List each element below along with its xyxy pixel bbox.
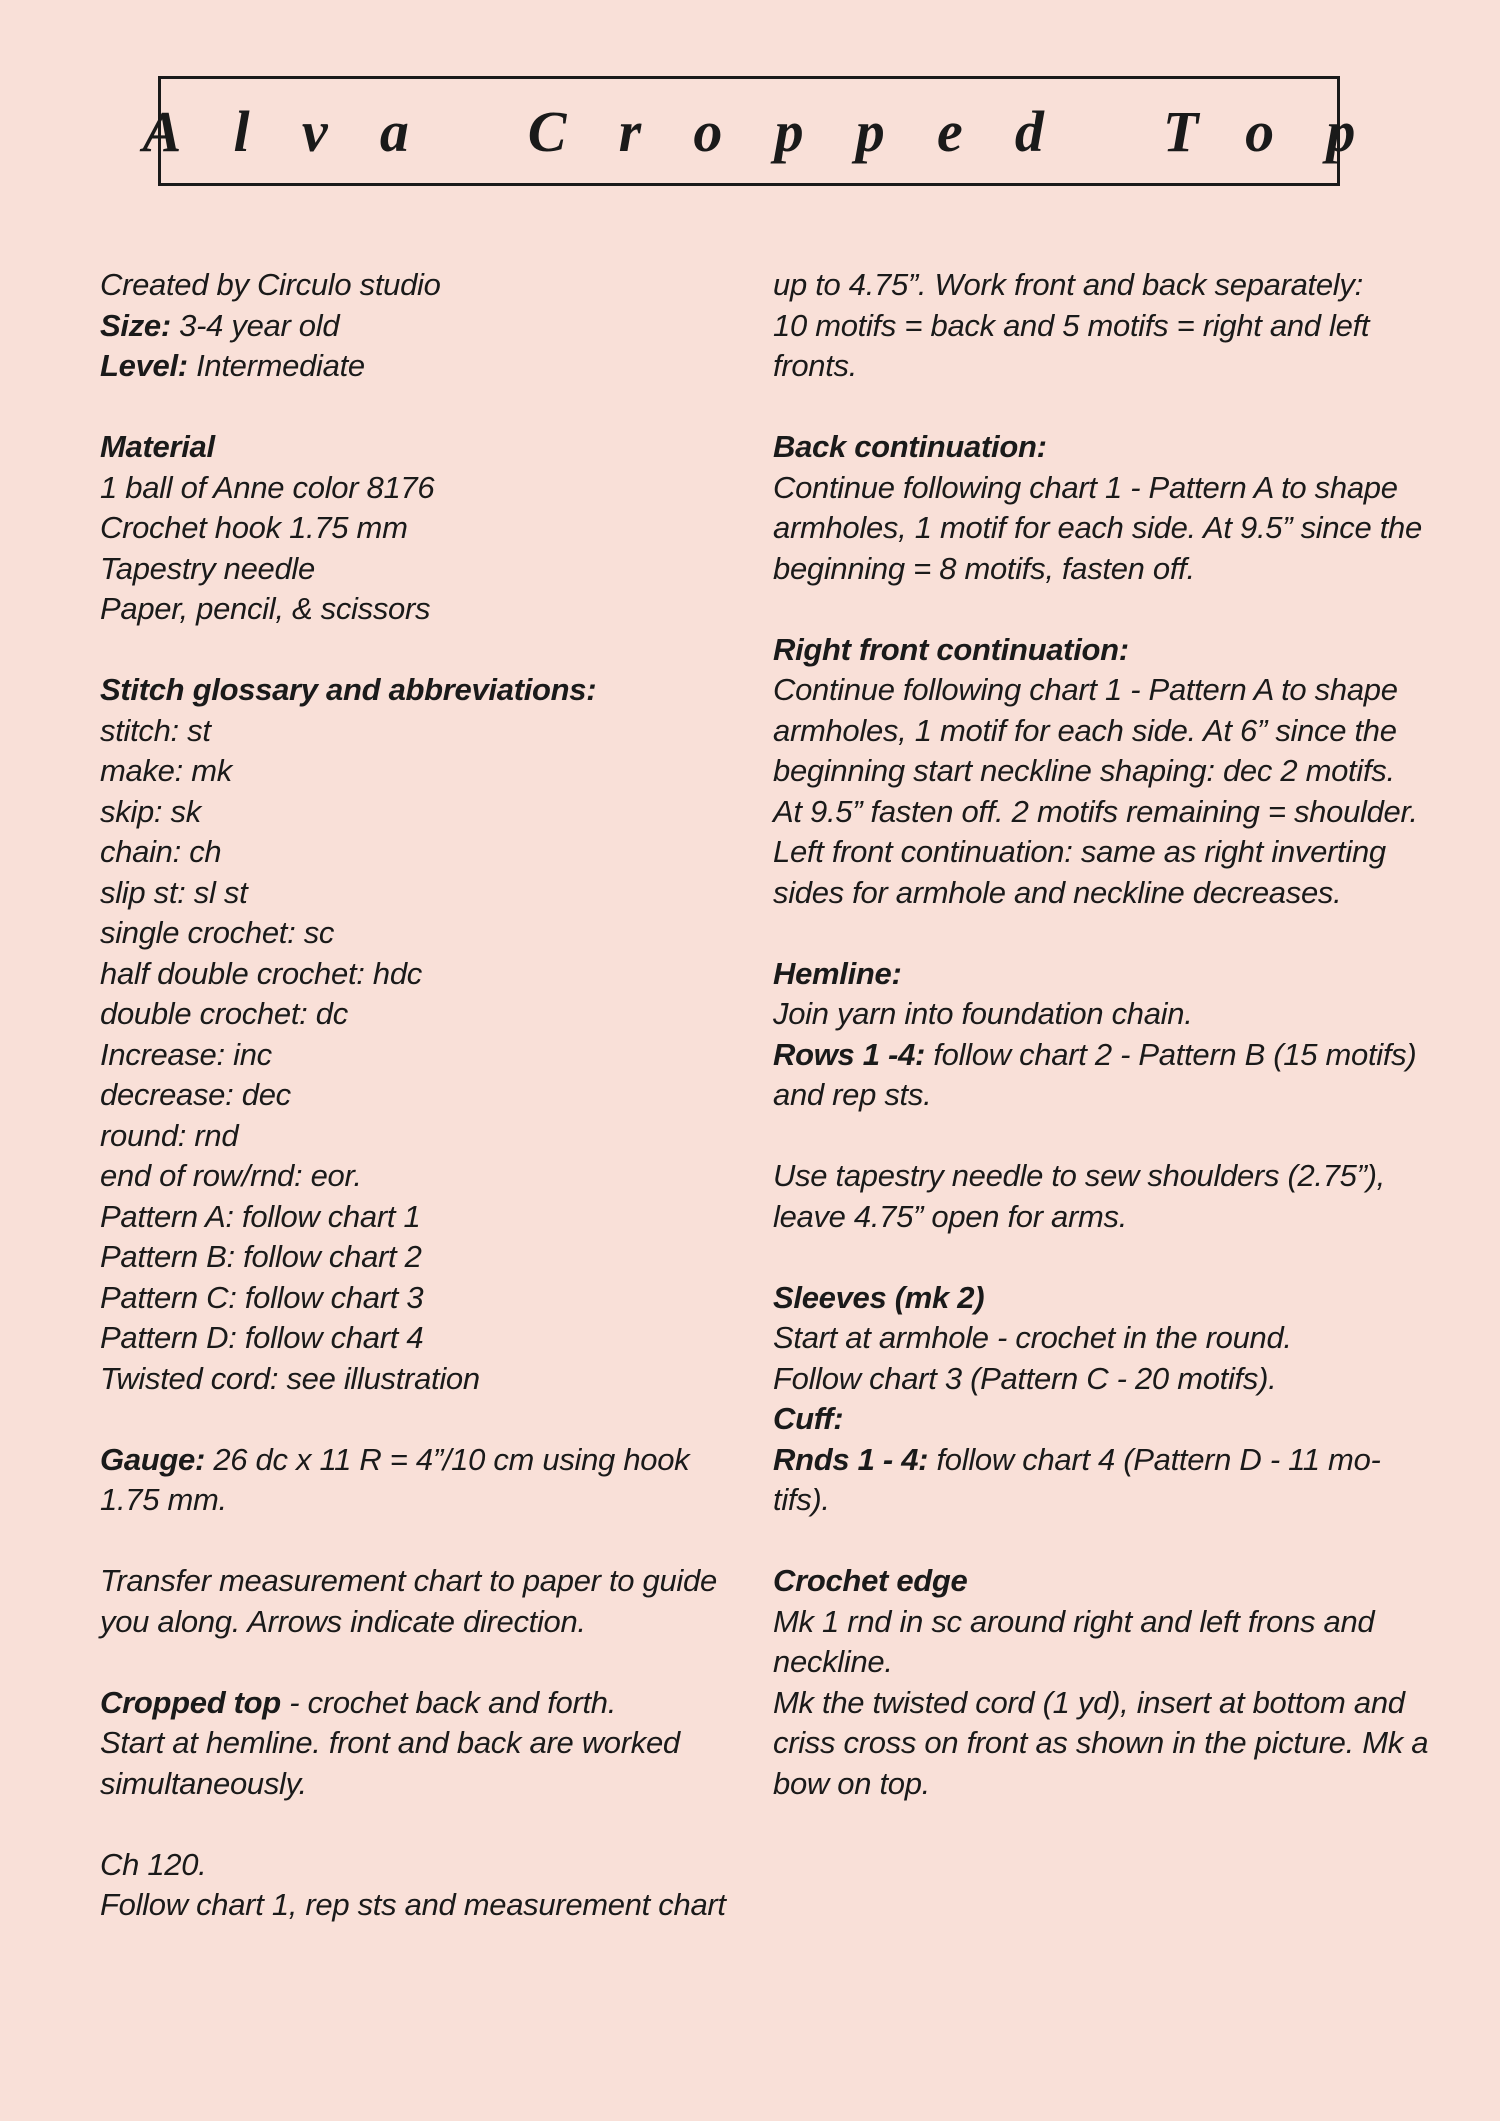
sew-line: leave 4.75” open for arms.	[773, 1198, 1128, 1234]
cuff-heading: Cuff:	[773, 1401, 844, 1436]
page-title: Alva Cropped Top	[142, 98, 1408, 164]
material-item: Paper, pencil, & scissors	[100, 591, 431, 626]
glossary-item: half double crochet: hdc	[100, 955, 422, 991]
glossary-item: slip st: sl st	[100, 874, 248, 910]
right-front-line: At 9.5” fasten off. 2 motifs remaining = shoulder.	[773, 793, 1418, 829]
right-front-heading: Right front continuation:	[773, 631, 1129, 667]
right-front-line: beginning start neckline shaping: dec 2 motifs.	[773, 753, 1395, 788]
right-front-line: Left front continuation: same as right inverting	[773, 834, 1386, 869]
material-item: 1 ball of Anne color 8176	[100, 469, 435, 505]
created-by: Created by Circulo studio	[100, 267, 441, 302]
transfer-line: you along. Arrows indicate direction.	[100, 1603, 586, 1639]
back-line: beginning = 8 motifs, fasten off.	[773, 550, 1195, 586]
sleeves-line: Follow chart 3 (Pattern C - 20 motifs).	[773, 1360, 1277, 1396]
rows-value: follow chart 2 - Pattern B (15 motifs)	[925, 1036, 1417, 1072]
glossary-item: Pattern C: follow chart 3	[100, 1279, 424, 1315]
glossary-item: Increase: inc	[100, 1036, 272, 1072]
glossary-item: Pattern A: follow chart 1	[100, 1198, 421, 1234]
back-line: armholes, 1 motif for each side. At 9.5” since the	[773, 510, 1422, 545]
edge-line: neckline.	[773, 1644, 893, 1679]
rnds-value: follow chart 4 (Pattern D - 11 mo-	[928, 1441, 1381, 1477]
ch-line: Ch 120.	[100, 1846, 207, 1882]
rnds-cont: tifs).	[773, 1482, 830, 1517]
left-column	[100, 265, 740, 1926]
glossary-item: skip: sk	[100, 793, 201, 829]
ch-line: Follow chart 1, rep sts and measurement chart	[100, 1887, 726, 1922]
glossary-item: single crochet: sc	[100, 915, 335, 950]
glossary-item: Pattern B: follow chart 2	[100, 1239, 422, 1274]
glossary-item: decrease: dec	[100, 1077, 291, 1112]
rows-line	[773, 1035, 1423, 1076]
cropped-value: - crochet back and forth.	[280, 1684, 617, 1720]
level-value: Intermediate	[187, 348, 365, 383]
gauge-label: Gauge:	[100, 1441, 205, 1477]
edge-line: Mk the twisted cord (1 yd), insert at bottom and	[773, 1684, 1405, 1720]
back-heading: Back continuation:	[773, 429, 1047, 464]
sleeves-line: Start at armhole - crochet in the round.	[773, 1320, 1292, 1355]
glossary-item: chain: ch	[100, 834, 222, 869]
glossary-item: end of row/rnd: eor.	[100, 1158, 362, 1193]
edge-heading: Crochet edge	[773, 1563, 968, 1598]
sew-line: Use tapestry needle to sew shoulders (2.75”),	[773, 1158, 1385, 1193]
edge-line: criss cross on front as shown in the picture. Mk a	[773, 1725, 1429, 1760]
rows-label: Rows 1 -4:	[773, 1036, 926, 1072]
cropped-line	[100, 1683, 740, 1724]
transfer-line: Transfer measurement chart to paper to guide	[100, 1563, 717, 1598]
intro-line: up to 4.75”. Work front and back separately:	[773, 267, 1363, 302]
size-line	[100, 306, 740, 347]
glossary-item: Twisted cord: see illustration	[100, 1360, 480, 1396]
glossary-item: Pattern D: follow chart 4	[100, 1320, 424, 1355]
level-line	[100, 346, 740, 387]
intro-line: fronts.	[773, 348, 858, 383]
intro-line: 10 motifs = back and 5 motifs = right and left	[773, 307, 1370, 343]
gauge-value: 26 dc x 11 R = 4”/10 cm using hook	[205, 1441, 690, 1477]
sleeves-heading: Sleeves (mk 2)	[773, 1279, 985, 1315]
rnds-line	[773, 1440, 1423, 1481]
cropped-text: simultaneously.	[100, 1765, 307, 1801]
back-line: Continue following chart 1 - Pattern A to shape	[773, 469, 1398, 505]
glossary-item: stitch: st	[100, 712, 211, 748]
cropped-text: Start at hemline. front and back are worked	[100, 1725, 680, 1760]
gauge-cont: 1.75 mm.	[100, 1482, 227, 1517]
cropped-label: Cropped top	[100, 1684, 281, 1720]
edge-line: Mk 1 rnd in sc around right and left frons and	[773, 1603, 1375, 1639]
glossary-item: double crochet: dc	[100, 996, 348, 1031]
right-front-line: armholes, 1 motif for each side. At 6” since the	[773, 712, 1397, 748]
rows-cont: and rep sts.	[773, 1077, 932, 1112]
material-item: Tapestry needle	[100, 550, 315, 586]
level-label: Level:	[100, 348, 188, 383]
hemline-line: Join yarn into foundation chain.	[773, 996, 1193, 1031]
glossary-item: make: mk	[100, 753, 232, 788]
title-box	[142, 76, 1408, 186]
rnds-label: Rnds 1 - 4:	[773, 1441, 929, 1477]
gauge-line	[100, 1440, 740, 1481]
material-heading: Material	[100, 429, 215, 464]
hemline-heading: Hemline:	[773, 955, 902, 991]
right-front-line: Continue following chart 1 - Pattern A to shape	[773, 672, 1398, 707]
right-column	[773, 265, 1429, 1804]
glossary-item: round: rnd	[100, 1117, 239, 1153]
right-front-line: sides for armhole and neckline decreases.	[773, 874, 1342, 910]
edge-line: bow on top.	[773, 1765, 930, 1801]
glossary-heading: Stitch glossary and abbreviations:	[100, 672, 597, 707]
size-label: Size:	[100, 307, 171, 343]
size-value: 3-4 year old	[170, 307, 340, 343]
material-item: Crochet hook 1.75 mm	[100, 510, 408, 545]
